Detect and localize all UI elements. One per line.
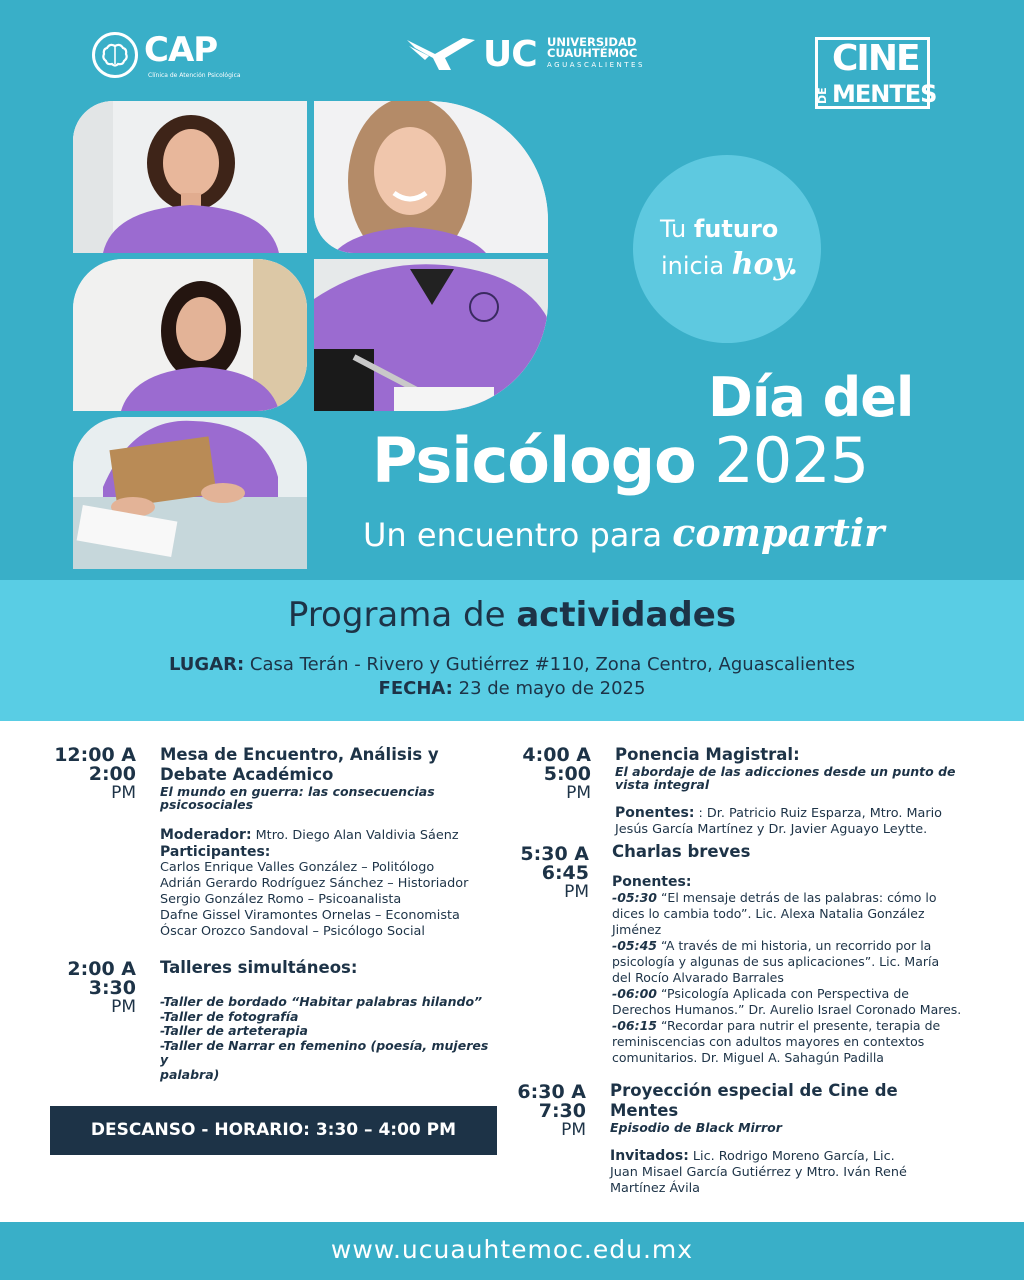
guests-line: Juan Misael García Gutiérrez y Mtro. Iván René — [610, 1165, 907, 1180]
cine-de-mentes-logo — [815, 37, 937, 109]
cap-subtitle: Clínica de Atención Psicológica — [148, 72, 241, 79]
event-subtitle: vista integral — [615, 777, 710, 792]
event-subtitle: El abordaje de las adicciones desde un punto de — [615, 764, 956, 779]
student-photo-3 — [73, 259, 307, 411]
talk-item: -05:45 “A través de mi historia, un recorrido por la psicología y algunas de sus aplicaciones”. Lic. María del Rocío Alvarado Barrales — [612, 938, 940, 985]
tagline-line2: inicia hoy. — [661, 247, 799, 282]
event-mesa-encuentro — [160, 745, 490, 940]
speakers-line: Jesús García Martínez y Dr. Javier Aguayo Leytte. — [615, 822, 928, 837]
workshop-item: -Taller de Narrar en femenino (poesía, mujeres y — [160, 1037, 489, 1067]
event-title: Mesa de Encuentro, Análisis y — [160, 745, 439, 764]
event-title: Talleres simultáneos: — [160, 958, 358, 977]
program-band — [0, 580, 1024, 721]
uc-name-line2: CUAUHTÉMOC — [547, 46, 638, 60]
time-slot-3: 4:00 A 5:00 PM — [522, 744, 591, 803]
tagline-line1: Tu futuro — [660, 215, 779, 243]
student-photo-2 — [314, 101, 548, 253]
date-line: FECHA: 23 de mayo de 2025 — [378, 678, 646, 699]
talk-item: -06:00 “Psicología Aplicada con Perspectiva de Derechos Humanos.” Dr. Aurelio Israel Coronado Mares. — [612, 986, 962, 1017]
moderator-line: Moderador: Mtro. Diego Alan Valdivia Sáenz — [160, 827, 459, 843]
title-line3: Un encuentro para compartir — [363, 510, 885, 555]
mentes-word: MENTES — [832, 80, 937, 108]
event-proyeccion — [610, 1081, 980, 1197]
event-charlas-breves — [612, 842, 987, 1066]
speakers-label: Ponentes: — [612, 874, 692, 890]
event-title: Ponencia Magistral: — [615, 745, 800, 764]
brain-icon — [92, 32, 138, 78]
participants-label: Participantes: — [160, 844, 271, 860]
break-banner: DESCANSO - HORARIO: 3:30 – 4:00 PM — [50, 1106, 497, 1155]
cap-logo — [92, 32, 242, 82]
hero-section — [0, 0, 1024, 580]
time-slot-1: 12:00 A 2:00 PM — [54, 744, 136, 803]
participant-item: Sergio González Romo – Psicoanalista — [160, 892, 402, 907]
time-slot-4: 5:30 A 6:45 PM — [520, 843, 589, 902]
wing-icon — [405, 36, 477, 72]
title-line1: Día del — [708, 366, 914, 429]
student-photo-1 — [73, 101, 307, 253]
footer — [0, 1222, 1024, 1280]
talk-item: -05:30 “El mensaje detrás de las palabras: cómo lo dices lo cambia todo”. Lic. Alexa Natalia González Jiménez — [612, 890, 937, 937]
cap-wordmark: CAP — [144, 30, 218, 70]
event-subtitle: El mundo en guerra: las consecuencias — [160, 784, 435, 799]
event-title: Mentes — [610, 1101, 679, 1120]
student-photo-5 — [73, 417, 307, 569]
workshop-item: palabra) — [160, 1066, 220, 1082]
workshop-item: -Taller de fotografía — [160, 1008, 299, 1024]
speakers-line: Ponentes: : Dr. Patricio Ruiz Esparza, Mtro. Mario — [615, 805, 943, 821]
guests-line: Invitados: Lic. Rodrigo Moreno García, Lic. — [610, 1148, 895, 1164]
event-title: Charlas breves — [612, 842, 751, 861]
event-talleres — [160, 958, 490, 1082]
uc-name — [547, 37, 637, 59]
participant-item: Adrián Gerardo Rodríguez Sánchez – Historiador — [160, 876, 469, 891]
event-subtitle: psicosociales — [160, 797, 254, 812]
uc-city: AGUASCALIENTES — [547, 61, 645, 69]
uc-wordmark: UC — [483, 34, 537, 75]
talk-item: -06:15 “Recordar para nutrir el presente, terapia de reminiscencias con adultos mayores en contextos comunitarios. Dr. Miguel A. Sahagún Padilla — [612, 1018, 941, 1065]
student-photo-4 — [314, 259, 548, 411]
time-slot-5: 6:30 A 7:30 PM — [517, 1081, 586, 1140]
title-line2: Psicólogo 2025 — [372, 424, 869, 497]
uc-logo — [405, 34, 655, 76]
participant-item: Dafne Gissel Viramontes Ornelas – Economista — [160, 908, 460, 923]
event-title: Proyección especial de Cine de — [610, 1081, 898, 1100]
event-ponencia-magistral — [615, 745, 975, 838]
time-slot-2: 2:00 A 3:30 PM — [67, 958, 136, 1017]
cine-word: CINE — [832, 38, 919, 79]
tagline-circle — [633, 155, 821, 343]
workshop-item: -Taller de bordado “Habitar palabras hilando” — [160, 994, 483, 1009]
program-heading: Programa de actividades — [287, 595, 737, 635]
de-word: DE — [816, 87, 829, 104]
venue-line: LUGAR: Casa Terán - Rivero y Gutiérrez #110, Zona Centro, Aguascalientes — [168, 654, 856, 675]
event-subtitle: Episodio de Black Mirror — [610, 1120, 782, 1135]
workshop-item: -Taller de arteterapia — [160, 1023, 308, 1038]
uc-name-line1: UNIVERSIDAD — [547, 35, 637, 49]
event-title: Debate Académico — [160, 765, 334, 784]
website-url[interactable]: www.ucuauhtemoc.edu.mx — [330, 1235, 694, 1264]
participant-item: Óscar Orozco Sandoval – Psicólogo Social — [160, 924, 425, 939]
guests-line: Martínez Ávila — [610, 1181, 701, 1196]
participant-item: Carlos Enrique Valles González – Politólogo — [160, 860, 435, 875]
